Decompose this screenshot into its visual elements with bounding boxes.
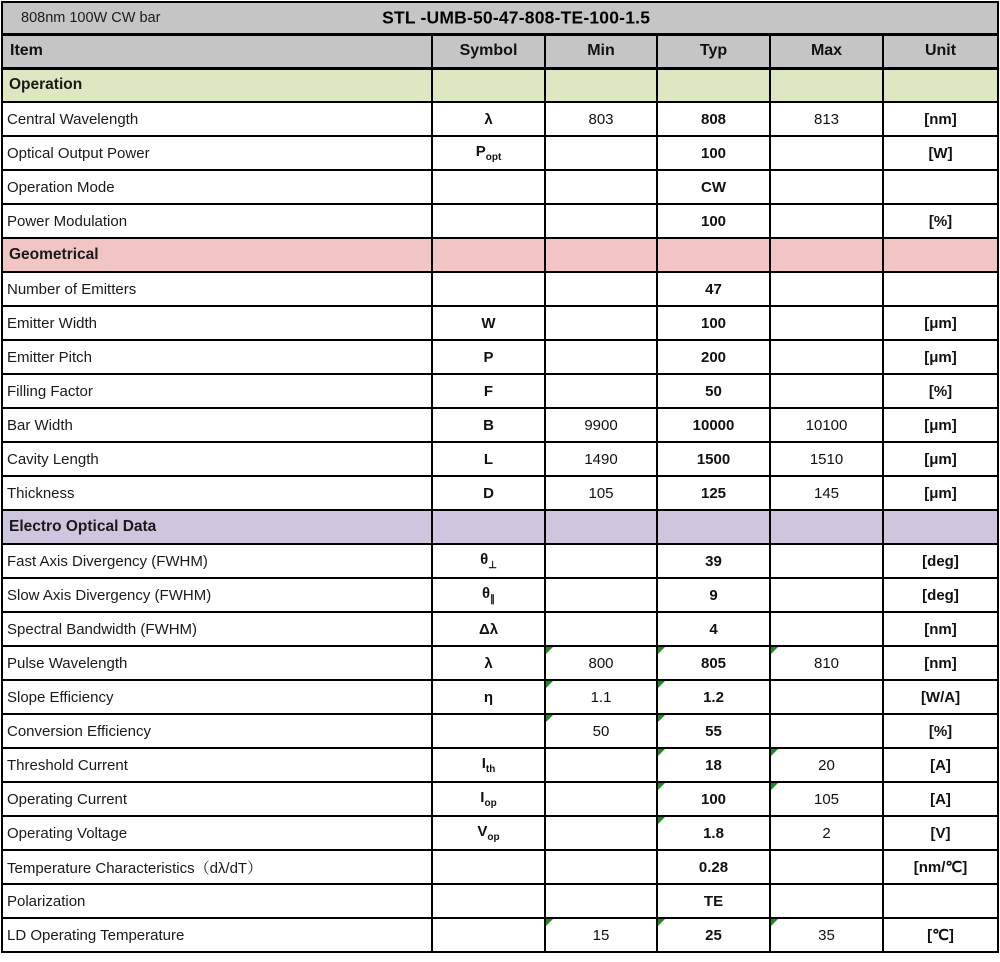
section-empty-cell <box>657 510 770 544</box>
symbol-text: Δλ <box>478 620 499 638</box>
typ-cell: 47 <box>657 272 770 306</box>
min-cell: 9900 <box>545 408 657 442</box>
unit-cell: [deg] <box>883 578 998 612</box>
symbol-text: λ <box>484 110 493 128</box>
section-empty-cell <box>657 68 770 102</box>
cell-corner-marker-icon <box>546 715 553 722</box>
item-cell: Bar Width <box>2 408 432 442</box>
unit-cell: [%] <box>883 204 998 238</box>
spec-table-body <box>2 68 998 952</box>
spec-row <box>2 102 998 136</box>
min-cell: 105 <box>545 476 657 510</box>
max-cell: 2 <box>770 816 883 850</box>
symbol-text: θ <box>480 551 489 568</box>
spec-row <box>2 204 998 238</box>
typ-cell: 55 <box>657 714 770 748</box>
max-cell <box>770 306 883 340</box>
section-label-cell: Operation <box>2 68 432 102</box>
item-cell: Slope Efficiency <box>2 680 432 714</box>
typ-cell: 100 <box>657 306 770 340</box>
item-cell: Emitter Pitch <box>2 340 432 374</box>
spec-row <box>2 612 998 646</box>
symbol-cell <box>432 918 545 952</box>
max-cell <box>770 136 883 170</box>
item-cell: Fast Axis Divergency (FWHM) <box>2 544 432 578</box>
symbol-cell <box>432 646 545 680</box>
section-row <box>2 68 998 102</box>
product-name: 808nm 100W CW bar <box>21 9 161 26</box>
item-cell: Emitter Width <box>2 306 432 340</box>
cell-corner-marker-icon <box>771 749 778 756</box>
cell-corner-marker-icon <box>771 919 778 926</box>
min-cell <box>545 204 657 238</box>
max-cell <box>770 374 883 408</box>
spec-row <box>2 918 998 952</box>
max-cell: 810 <box>770 646 883 680</box>
unit-cell: [V] <box>883 816 998 850</box>
sheet-title-bar <box>2 2 998 34</box>
symbol-cell <box>432 136 545 170</box>
unit-cell: [W/A] <box>883 680 998 714</box>
item-cell: Spectral Bandwidth (FWHM) <box>2 612 432 646</box>
spec-row <box>2 680 998 714</box>
max-cell <box>770 612 883 646</box>
typ-cell: 4 <box>657 612 770 646</box>
cell-corner-marker-icon <box>771 647 778 654</box>
item-cell: Pulse Wavelength <box>2 646 432 680</box>
unit-cell: [μm] <box>883 476 998 510</box>
min-cell <box>545 612 657 646</box>
symbol-cell <box>432 272 545 306</box>
min-cell <box>545 578 657 612</box>
cell-corner-marker-icon <box>771 783 778 790</box>
column-header-item: Item <box>2 34 432 68</box>
min-cell <box>545 340 657 374</box>
symbol-cell <box>432 476 545 510</box>
spec-table <box>1 1 999 953</box>
section-empty-cell <box>770 238 883 272</box>
spec-row <box>2 646 998 680</box>
unit-cell: [%] <box>883 714 998 748</box>
spec-row <box>2 714 998 748</box>
column-header-row <box>2 34 998 68</box>
symbol-text: θ <box>481 585 491 602</box>
spec-row <box>2 850 998 884</box>
typ-cell: TE <box>657 884 770 918</box>
item-cell: Cavity Length <box>2 442 432 476</box>
min-cell <box>545 544 657 578</box>
typ-cell: 808 <box>657 102 770 136</box>
column-header-symbol: Symbol <box>432 34 545 68</box>
spec-row <box>2 442 998 476</box>
symbol-text: I <box>481 755 486 772</box>
min-cell: 800 <box>545 646 657 680</box>
section-row <box>2 238 998 272</box>
typ-cell: 1.8 <box>657 816 770 850</box>
min-cell: 1490 <box>545 442 657 476</box>
symbol-text: λ <box>484 654 493 672</box>
section-empty-cell <box>883 238 998 272</box>
symbol-subscript: op <box>484 798 497 809</box>
symbol-cell <box>432 408 545 442</box>
section-empty-cell <box>770 510 883 544</box>
symbol-cell <box>432 340 545 374</box>
unit-cell: [W] <box>883 136 998 170</box>
typ-cell: 200 <box>657 340 770 374</box>
section-empty-cell <box>545 510 657 544</box>
max-cell: 813 <box>770 102 883 136</box>
item-cell: Central Wavelength <box>2 102 432 136</box>
item-cell: Slow Axis Divergency (FWHM) <box>2 578 432 612</box>
section-empty-cell <box>545 68 657 102</box>
typ-cell: 805 <box>657 646 770 680</box>
max-cell <box>770 884 883 918</box>
unit-cell: [μm] <box>883 340 998 374</box>
section-label-cell: Electro Optical Data <box>2 510 432 544</box>
cell-corner-marker-icon <box>658 715 665 722</box>
item-cell: Operating Voltage <box>2 816 432 850</box>
symbol-cell <box>432 306 545 340</box>
model-number: STL -UMB-50-47-808-TE-100-1.5 <box>382 7 651 28</box>
symbol-text: V <box>477 823 488 840</box>
typ-cell: 1.2 <box>657 680 770 714</box>
max-cell <box>770 680 883 714</box>
unit-cell: [nm] <box>883 612 998 646</box>
max-cell: 20 <box>770 748 883 782</box>
item-cell: Conversion Efficiency <box>2 714 432 748</box>
unit-cell <box>883 272 998 306</box>
max-cell <box>770 578 883 612</box>
symbol-cell <box>432 680 545 714</box>
section-empty-cell <box>432 238 545 272</box>
spec-row <box>2 272 998 306</box>
item-cell: Thickness <box>2 476 432 510</box>
symbol-cell <box>432 170 545 204</box>
spec-row <box>2 170 998 204</box>
symbol-cell <box>432 884 545 918</box>
cell-corner-marker-icon <box>658 817 665 824</box>
section-label-cell: Geometrical <box>2 238 432 272</box>
cell-corner-marker-icon <box>546 681 553 688</box>
min-cell <box>545 884 657 918</box>
symbol-cell <box>432 714 545 748</box>
typ-cell: 18 <box>657 748 770 782</box>
unit-cell: [A] <box>883 748 998 782</box>
min-cell <box>545 306 657 340</box>
symbol-text: L <box>483 450 494 468</box>
typ-cell: 9 <box>657 578 770 612</box>
cell-corner-marker-icon <box>546 647 553 654</box>
spec-row <box>2 748 998 782</box>
max-cell <box>770 544 883 578</box>
symbol-cell <box>432 102 545 136</box>
typ-cell: 0.28 <box>657 850 770 884</box>
unit-cell: [μm] <box>883 408 998 442</box>
spec-row <box>2 884 998 918</box>
item-cell: Temperature Characteristics（dλ/dT） <box>2 850 432 884</box>
symbol-cell <box>432 204 545 238</box>
item-cell: LD Operating Temperature <box>2 918 432 952</box>
max-cell <box>770 340 883 374</box>
spec-row <box>2 816 998 850</box>
typ-cell: 39 <box>657 544 770 578</box>
item-cell: Threshold Current <box>2 748 432 782</box>
column-header-min: Min <box>545 34 657 68</box>
unit-cell: [nm] <box>883 102 998 136</box>
cell-corner-marker-icon <box>658 749 665 756</box>
max-cell <box>770 204 883 238</box>
min-cell <box>545 374 657 408</box>
symbol-subscript: ∥ <box>490 594 496 605</box>
cell-corner-marker-icon <box>658 681 665 688</box>
spec-row <box>2 578 998 612</box>
section-row <box>2 510 998 544</box>
min-cell <box>545 782 657 816</box>
max-cell: 35 <box>770 918 883 952</box>
cell-corner-marker-icon <box>658 647 665 654</box>
max-cell: 145 <box>770 476 883 510</box>
symbol-cell <box>432 612 545 646</box>
max-cell: 10100 <box>770 408 883 442</box>
max-cell: 105 <box>770 782 883 816</box>
spec-row <box>2 476 998 510</box>
unit-cell: [A] <box>883 782 998 816</box>
typ-cell: 125 <box>657 476 770 510</box>
item-cell: Optical Output Power <box>2 136 432 170</box>
max-cell <box>770 272 883 306</box>
item-cell: Power Modulation <box>2 204 432 238</box>
typ-cell: 10000 <box>657 408 770 442</box>
symbol-text: B <box>483 416 494 434</box>
unit-cell: [nm/℃] <box>883 850 998 884</box>
min-cell: 50 <box>545 714 657 748</box>
typ-cell: CW <box>657 170 770 204</box>
min-cell <box>545 272 657 306</box>
min-cell <box>545 748 657 782</box>
typ-cell: 100 <box>657 204 770 238</box>
symbol-subscript: th <box>485 764 496 775</box>
item-cell: Polarization <box>2 884 432 918</box>
unit-cell: [μm] <box>883 306 998 340</box>
section-empty-cell <box>545 238 657 272</box>
symbol-cell <box>432 782 545 816</box>
symbol-cell <box>432 748 545 782</box>
symbol-text: P <box>483 348 494 366</box>
symbol-text: W <box>481 314 496 332</box>
symbol-text: F <box>483 382 494 400</box>
section-empty-cell <box>883 68 998 102</box>
section-empty-cell <box>432 68 545 102</box>
symbol-cell <box>432 442 545 476</box>
typ-cell: 100 <box>657 782 770 816</box>
item-cell: Filling Factor <box>2 374 432 408</box>
symbol-cell <box>432 578 545 612</box>
spec-row <box>2 136 998 170</box>
item-cell: Operation Mode <box>2 170 432 204</box>
section-empty-cell <box>657 238 770 272</box>
symbol-text: P <box>475 143 486 160</box>
unit-cell: [%] <box>883 374 998 408</box>
min-cell: 803 <box>545 102 657 136</box>
spec-row <box>2 408 998 442</box>
cell-corner-marker-icon <box>546 919 553 926</box>
typ-cell: 100 <box>657 136 770 170</box>
unit-cell: [nm] <box>883 646 998 680</box>
max-cell <box>770 170 883 204</box>
cell-corner-marker-icon <box>658 919 665 926</box>
symbol-text: η <box>483 688 494 706</box>
column-header-typ: Typ <box>657 34 770 68</box>
column-header-unit: Unit <box>883 34 998 68</box>
symbol-text: D <box>483 484 494 502</box>
symbol-subscript: ⊥ <box>488 560 497 571</box>
section-empty-cell <box>883 510 998 544</box>
min-cell <box>545 136 657 170</box>
symbol-subscript: op <box>487 832 500 843</box>
spec-row <box>2 374 998 408</box>
min-cell <box>545 850 657 884</box>
spec-row <box>2 544 998 578</box>
unit-cell: [deg] <box>883 544 998 578</box>
symbol-subscript: opt <box>485 152 502 163</box>
cell-corner-marker-icon <box>658 783 665 790</box>
symbol-cell <box>432 374 545 408</box>
spec-row <box>2 782 998 816</box>
symbol-cell <box>432 816 545 850</box>
section-empty-cell <box>770 68 883 102</box>
spec-row <box>2 340 998 374</box>
spec-row <box>2 306 998 340</box>
title-bar-content <box>3 3 997 33</box>
unit-cell: [℃] <box>883 918 998 952</box>
max-cell <box>770 714 883 748</box>
min-cell <box>545 170 657 204</box>
min-cell: 1.1 <box>545 680 657 714</box>
max-cell: 1510 <box>770 442 883 476</box>
symbol-text: I <box>480 789 485 806</box>
section-empty-cell <box>432 510 545 544</box>
symbol-cell <box>432 850 545 884</box>
min-cell <box>545 816 657 850</box>
typ-cell: 1500 <box>657 442 770 476</box>
symbol-cell <box>432 544 545 578</box>
item-cell: Operating Current <box>2 782 432 816</box>
typ-cell: 50 <box>657 374 770 408</box>
item-cell: Number of Emitters <box>2 272 432 306</box>
max-cell <box>770 850 883 884</box>
column-header-max: Max <box>770 34 883 68</box>
unit-cell <box>883 170 998 204</box>
unit-cell: [μm] <box>883 442 998 476</box>
typ-cell: 25 <box>657 918 770 952</box>
min-cell: 15 <box>545 918 657 952</box>
unit-cell <box>883 884 998 918</box>
